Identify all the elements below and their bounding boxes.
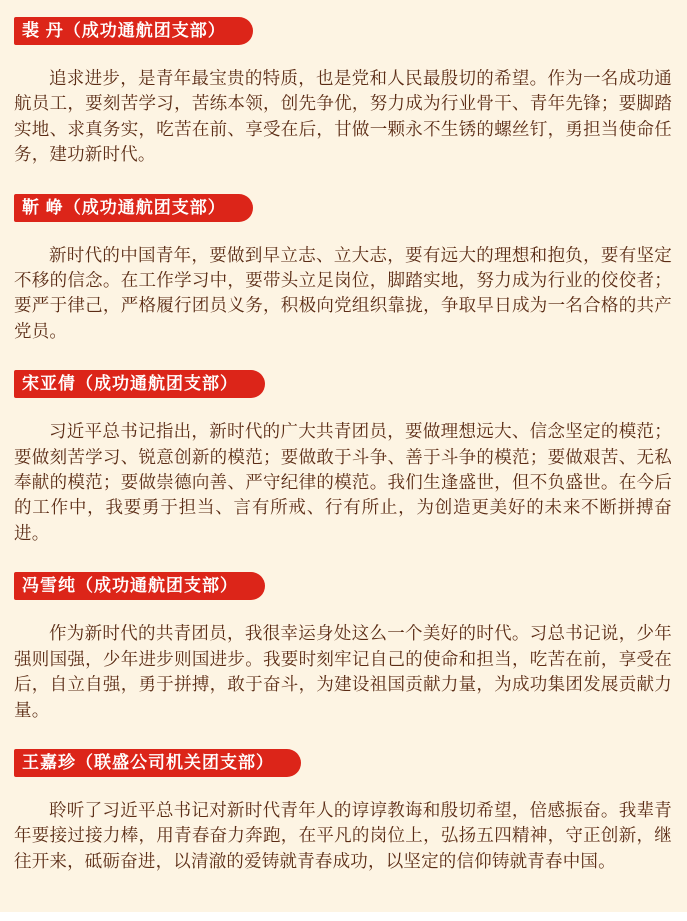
section-header-banner [14,572,265,600]
section-header-label: 王嘉珍（联盛公司机关团支部） [22,752,274,772]
testimonial-paragraph: 追求进步，是青年最宝贵的特质，也是党和人民最殷切的希望。作为一名成功通航员工，要刻苦学习，苦练本领，创先争优，努力成为行业骨干、青年先锋；要脚踏实地、求真务实，吃苦在前、享受在后，甘做一颗永不生锈的螺丝钉，勇担当使命任务，建功新时代。 [14,68,672,165]
testimonial-section [14,370,672,546]
testimonial-paragraph: 新时代的中国青年，要做到早立志、立大志，要有远大的理想和抱负，要有坚定不移的信念。在工作学习中，要带头立足岗位，脚踏实地，努力成为行业的佼佼者；要严于律己，严格履行团员义务，积极向党组织靠拢，争取早日成为一名合格的共产党员。 [14,244,672,341]
testimonial-section [14,572,672,723]
section-header-label: 靳 峥（成功通航团支部） [22,197,226,217]
section-header-banner [14,194,253,222]
section-header-label: 裴 丹（成功通航团支部） [22,21,226,40]
testimonial-section [14,17,672,168]
section-header-banner [14,370,265,398]
section-header-banner [14,17,253,45]
testimonial-section [14,749,672,874]
testimonial-section [14,194,672,345]
testimonial-paragraph: 作为新时代的共青团员，我很幸运身处这么一个美好的时代。习总书记说，少年强则国强，少年进步则国进步。我要时刻牢记自己的使命和担当，吃苦在前，享受在后，自立自强，勇于拼搏，敢于奋斗，为建设祖国贡献力量，为成功集团发展贡献力量。 [14,623,672,720]
section-header-label: 冯雪纯（成功通航团支部） [22,576,238,596]
testimonial-paragraph: 聆听了习近平总书记对新时代青年人的谆谆教诲和殷切希望，倍感振奋。我辈青年要接过接力棒，用青春奋力奔跑，在平凡的岗位上，弘扬五四精神，守正创新，继往开来，砥砺奋进，以清澈的爱铸就青春成功，以坚定的信仰铸就青春中国。 [14,799,672,871]
testimonial-paragraph: 习近平总书记指出，新时代的广大共青团员，要做理想远大、信念坚定的模范；要做刻苦学习、锐意创新的模范；要做敢于斗争、善于斗争的模范；要做艰苦、无私奉献的模范；要做崇德向善、严守纪律的模范。我们生逢盛世，但不负盛世。在今后的工作中，我要勇于担当、言有所戒、行有所止，为创造更美好的未来不断拼搏奋进。 [14,421,672,543]
section-header-label: 宋亚倩（成功通航团支部） [22,374,238,394]
section-header-banner [14,749,301,777]
